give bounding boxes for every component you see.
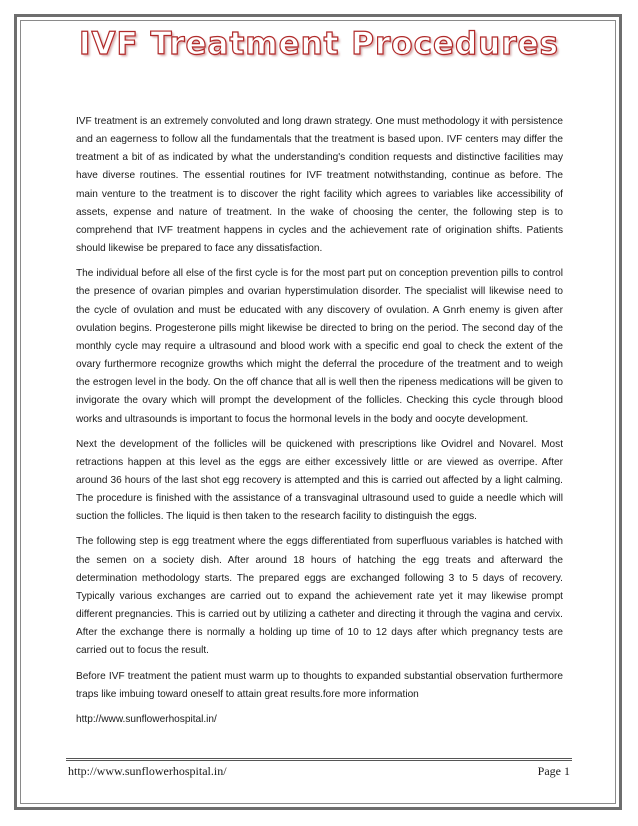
- footer-divider: [66, 758, 572, 761]
- paragraph-4: The following step is egg treatment where the eggs differentiated from superfluous variables is hatched with the semen on a society dish. After around 18 hours of hatching the egg treats and afterward the determination methodology starts. The prepared eggs are exchanged following 3 to 5 days of recovery. Typically various exchanges are carried out to expand the achievement rate yet it may likewise prompt different pregnancies. This is carried out by utilizing a catheter and directing it through the vagina and cervix. After the exchange there is normally a holding up time of 10 to 12 days after which pregnancy tests are carried out to focus the result.: [76, 536, 563, 657]
- paragraph-5: Before IVF treatment the patient must warm up to thoughts to expanded substantial observation furthermore traps like imbuing toward oneself to attain great results.fore more information: [76, 670, 563, 700]
- paragraph-2: The individual before all else of the first cycle is for the most part put on conception prevention pills to control the presence of ovarian pimples and ovarian hyperstimulation disorder. The specialist will likewise need to the cycle of ovulation and must be educated with any discovery of ovulation. A Gnrh enemy is given after ovulation begins. Progesterone pills might likewise be directed to bring on the period. The second day of the monthly cycle may require a ultrasound and blood work with a specific end goal to check the extent of the ovary furthermore recognize growths which might the deferral the procedure of the treatment and to weigh the estrogen level in the body. On the off chance that all is well then the ripeness medications will be given to invigorate the ovary which will prompt the development of the follicles. Checking this cycle through blood works and ultrasounds is important to focus the hormonal levels in the body and oocyte development.: [76, 268, 563, 425]
- paragraph-1: IVF treatment is an extremely convoluted and long drawn strategy. One must methodology it with persistence and an eagerness to follow all the fundamentals that the treatment is based upon. IVF centers may differ the treatment a bit of as indicated by what the understanding's condition requests and distinctive facilities may have diverse routines. The essential routines for IVF treatment notwithstanding, continue as before. The main venture to the treatment is to discover the right facility which agrees to variables like accessibility of assets, expense and nature of treatment. In the wake of choosing the center, the following step is to comprehend that IVF treatment happens in cycles and the achievement rate of origination shifts. Patients should likewise be prepared to face any dissatisfaction.: [76, 116, 563, 255]
- paragraph-3: Next the development of the follicles will be quickened with prescriptions like Ovidrel and Novarel. Most retractions happen at this level as the eggs are either excessively little or are viewed as overripe. After around 36 hours of the last shot egg recovery is attempted and this is carried out affected by a light calming. The procedure is finished with the assistance of a transvaginal ultrasound used to guide a needle which will suction the follicles. The liquid is then taken to the research facility to distinguish the eggs.: [76, 438, 563, 523]
- page-number: Page 1: [537, 764, 570, 778]
- title-container: [0, 26, 638, 62]
- document-body: [76, 113, 563, 736]
- footer-url[interactable]: http://www.sunflowerhospital.in/: [68, 764, 227, 778]
- page-title: IVF Treatment Procedures: [78, 26, 560, 62]
- hospital-link[interactable]: http://www.sunflowerhospital.in/: [76, 713, 217, 725]
